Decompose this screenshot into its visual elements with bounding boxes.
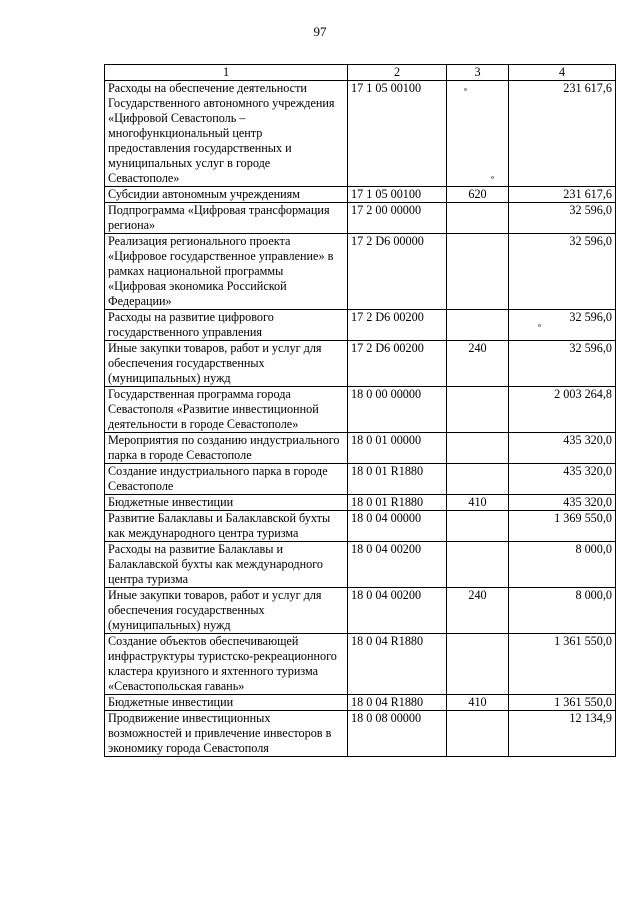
table-body — [105, 81, 616, 757]
table-row — [105, 341, 616, 387]
table-row — [105, 542, 616, 588]
row-code-cell: 18 0 04 R1880 — [348, 634, 447, 695]
page-number: 97 — [313, 24, 327, 39]
table-header-row — [105, 65, 616, 81]
row-code-cell: 17 1 05 00100 — [348, 187, 447, 203]
row-name-cell: Иные закупки товаров, работ и услуг для обеспечения государственных (муниципальных) нужд — [105, 588, 348, 634]
table-row — [105, 234, 616, 310]
row-name-cell: Создание объектов обеспечивающей инфраструктуры туристско-рекреационного кластера круизного и яхтенного туризма «Севастопольская гавань» — [105, 634, 348, 695]
column-header-3: 3 — [447, 65, 509, 81]
row-kvr-cell: 620 — [447, 187, 509, 203]
row-code-cell: 17 2 D6 00200 — [348, 310, 447, 341]
row-kvr-cell — [447, 81, 509, 187]
row-code-cell: 17 2 00 00000 — [348, 203, 447, 234]
row-name-cell: Расходы на развитие цифрового государственного управления — [105, 310, 348, 341]
table-row — [105, 588, 616, 634]
row-kvr-cell — [447, 234, 509, 310]
table-row — [105, 464, 616, 495]
row-name-cell: Расходы на развитие Балаклавы и Балаклавской бухты как международного центра туризма — [105, 542, 348, 588]
row-kvr-cell — [447, 464, 509, 495]
row-kvr-cell — [447, 511, 509, 542]
row-amount-cell: 1 361 550,0 — [509, 695, 616, 711]
row-name-cell: Иные закупки товаров, работ и услуг для обеспечения государственных (муниципальных) нужд — [105, 341, 348, 387]
row-name-cell: Реализация регионального проекта «Цифровое государственное управление» в рамках национальной программы «Цифровая экономика Российской Федерации» — [105, 234, 348, 310]
scan-speck — [538, 324, 541, 327]
row-amount-cell: 12 134,9 — [509, 711, 616, 757]
table-row — [105, 495, 616, 511]
table-row — [105, 81, 616, 187]
row-amount-cell: 32 596,0 — [509, 310, 616, 341]
table-row — [105, 711, 616, 757]
row-amount-cell: 1 369 550,0 — [509, 511, 616, 542]
row-kvr-cell — [447, 310, 509, 341]
row-kvr-cell — [447, 542, 509, 588]
row-name-cell: Развитие Балаклавы и Балаклавской бухты как международного центра туризма — [105, 511, 348, 542]
row-code-cell: 18 0 04 00000 — [348, 511, 447, 542]
row-code-cell: 18 0 04 R1880 — [348, 695, 447, 711]
row-name-cell: Продвижение инвестиционных возможностей и привлечение инвесторов в экономику города Севастополя — [105, 711, 348, 757]
row-amount-cell: 435 320,0 — [509, 433, 616, 464]
row-kvr-cell: 410 — [447, 495, 509, 511]
row-amount-cell: 231 617,6 — [509, 81, 616, 187]
row-kvr-cell: 240 — [447, 341, 509, 387]
row-code-cell: 17 2 D6 00000 — [348, 234, 447, 310]
row-amount-cell: 32 596,0 — [509, 234, 616, 310]
row-kvr-cell — [447, 387, 509, 433]
table-row — [105, 634, 616, 695]
row-name-cell: Бюджетные инвестиции — [105, 495, 348, 511]
row-name-cell: Государственная программа города Севастополя «Развитие инвестиционной деятельности в городе Севастополе» — [105, 387, 348, 433]
row-amount-cell: 2 003 264,8 — [509, 387, 616, 433]
row-name-cell: Бюджетные инвестиции — [105, 695, 348, 711]
scan-speck — [464, 88, 467, 91]
row-kvr-cell: 240 — [447, 588, 509, 634]
budget-table — [104, 64, 616, 757]
row-kvr-cell — [447, 711, 509, 757]
row-amount-cell: 32 596,0 — [509, 203, 616, 234]
row-amount-cell: 8 000,0 — [509, 542, 616, 588]
row-name-cell: Мероприятия по созданию индустриального парка в городе Севастополе — [105, 433, 348, 464]
table-row — [105, 203, 616, 234]
row-name-cell: Создание индустриального парка в городе Севастополе — [105, 464, 348, 495]
row-code-cell: 18 0 00 00000 — [348, 387, 447, 433]
row-code-cell: 18 0 01 R1880 — [348, 464, 447, 495]
row-name-cell: Субсидии автономным учреждениям — [105, 187, 348, 203]
table-row — [105, 387, 616, 433]
row-amount-cell: 435 320,0 — [509, 495, 616, 511]
row-code-cell: 17 1 05 00100 — [348, 81, 447, 187]
row-amount-cell: 8 000,0 — [509, 588, 616, 634]
scan-speck — [491, 176, 494, 179]
row-kvr-cell — [447, 433, 509, 464]
row-code-cell: 18 0 01 R1880 — [348, 495, 447, 511]
column-header-2: 2 — [348, 65, 447, 81]
row-code-cell: 17 2 D6 00200 — [348, 341, 447, 387]
row-code-cell: 18 0 04 00200 — [348, 542, 447, 588]
row-amount-cell: 32 596,0 — [509, 341, 616, 387]
row-name-cell: Подпрограмма «Цифровая трансформация региона» — [105, 203, 348, 234]
row-kvr-cell: 410 — [447, 695, 509, 711]
table-row — [105, 695, 616, 711]
row-code-cell: 18 0 01 00000 — [348, 433, 447, 464]
row-code-cell: 18 0 08 00000 — [348, 711, 447, 757]
column-header-4: 4 — [509, 65, 616, 81]
row-amount-cell: 435 320,0 — [509, 464, 616, 495]
row-amount-cell: 231 617,6 — [509, 187, 616, 203]
column-header-1: 1 — [105, 65, 348, 81]
row-amount-cell: 1 361 550,0 — [509, 634, 616, 695]
table-row — [105, 511, 616, 542]
table-row — [105, 433, 616, 464]
row-code-cell: 18 0 04 00200 — [348, 588, 447, 634]
row-kvr-cell — [447, 203, 509, 234]
table-row — [105, 187, 616, 203]
row-name-cell: Расходы на обеспечение деятельности Государственного автономного учреждения «Цифровой Севастополь – многофункциональный центр предоставления государственных и муниципальных услуг в городе Севастополе» — [105, 81, 348, 187]
row-kvr-cell — [447, 634, 509, 695]
